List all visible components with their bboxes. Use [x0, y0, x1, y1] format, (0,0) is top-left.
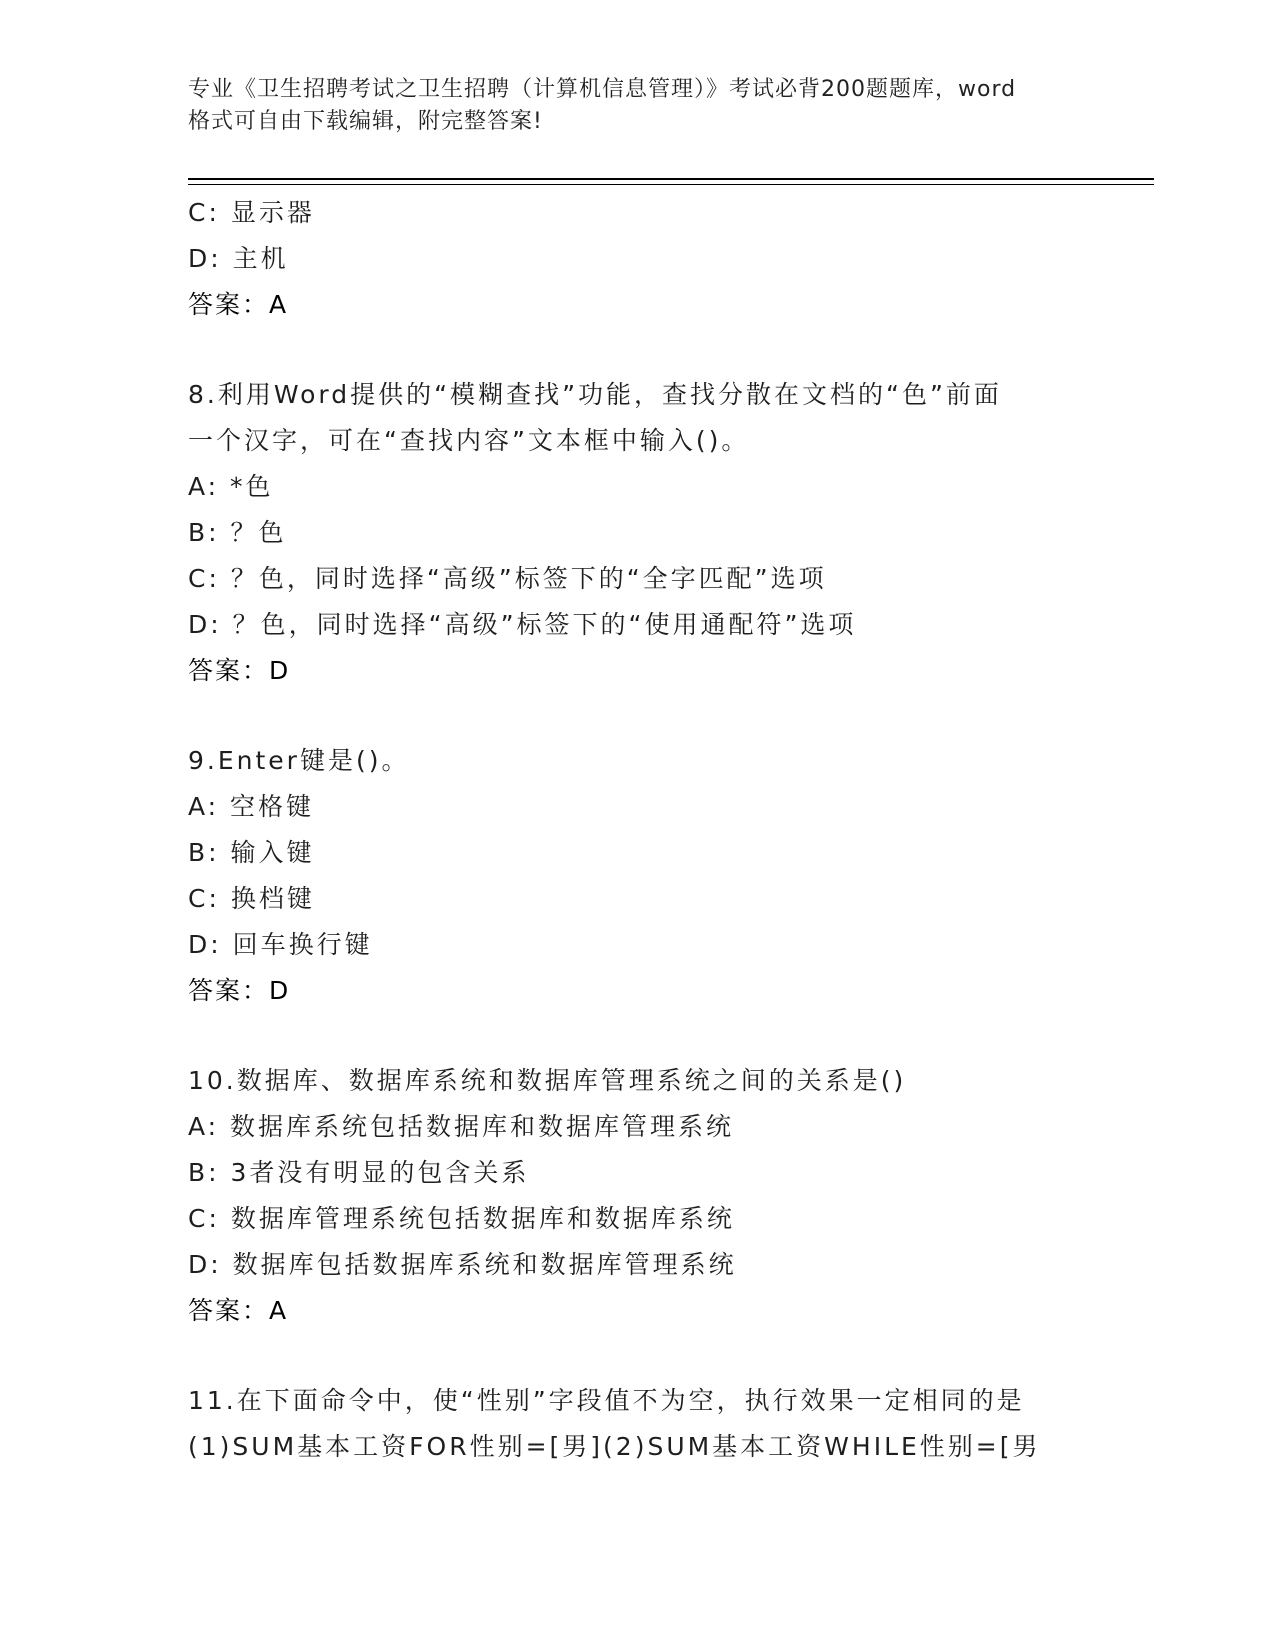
answer-line: 答案：D [188, 976, 291, 1005]
question-stem: 8.利用Word提供的“模糊查找”功能，查找分散在文档的“色”前面 [188, 380, 1002, 409]
question-8 [188, 372, 1128, 694]
question-9 [188, 738, 1128, 1014]
option-b: B: 3者没有明显的包含关系 [188, 1158, 530, 1187]
option-d: D: 数据库包括数据库系统和数据库管理系统 [188, 1250, 737, 1279]
header-divider-thick [188, 178, 1154, 180]
document-header [188, 74, 1088, 138]
question-stem: 11.在下面命令中，使“性别”字段值不为空，执行效果一定相同的是 [188, 1386, 1025, 1415]
option-c: C: 显示器 [188, 198, 315, 227]
option-b: B: ？色 [188, 518, 287, 547]
option-d: D: 回车换行键 [188, 930, 373, 959]
header-line-2: 格式可自由下载编辑，附完整答案! [188, 109, 543, 134]
document-body [188, 190, 1128, 1470]
question-stem: 9.Enter键是()。 [188, 746, 410, 775]
question-stem: 一个汉字，可在“查找内容”文本框中输入()。 [188, 426, 750, 455]
option-a: A: 数据库系统包括数据库和数据库管理系统 [188, 1112, 735, 1141]
question-stem: 10.数据库、数据库系统和数据库管理系统之间的关系是() [188, 1066, 907, 1095]
option-d: D: ？色，同时选择“高级”标签下的“使用通配符”选项 [188, 610, 857, 639]
answer-line: 答案：A [188, 1296, 289, 1325]
header-divider-thin [188, 184, 1154, 185]
option-c: C: 数据库管理系统包括数据库和数据库系统 [188, 1204, 735, 1233]
answer-line: 答案：D [188, 656, 291, 685]
option-b: B: 输入键 [188, 838, 315, 867]
question-stem: (1)SUM基本工资FOR性别=[男](2)SUM基本工资WHILE性别=[男 [188, 1432, 1041, 1461]
question-7-continued [188, 190, 1128, 328]
answer-line: 答案：A [188, 290, 289, 319]
option-c: C: 换档键 [188, 884, 315, 913]
question-10 [188, 1058, 1128, 1334]
option-a: A: 空格键 [188, 792, 315, 821]
header-line-1: 专业《卫生招聘考试之卫生招聘（计算机信息管理）》考试必背200题题库，word [188, 77, 1017, 102]
option-c: C: ？色，同时选择“高级”标签下的“全字匹配”选项 [188, 564, 827, 593]
option-d: D: 主机 [188, 244, 289, 273]
option-a: A: *色 [188, 472, 274, 501]
question-11 [188, 1378, 1128, 1470]
